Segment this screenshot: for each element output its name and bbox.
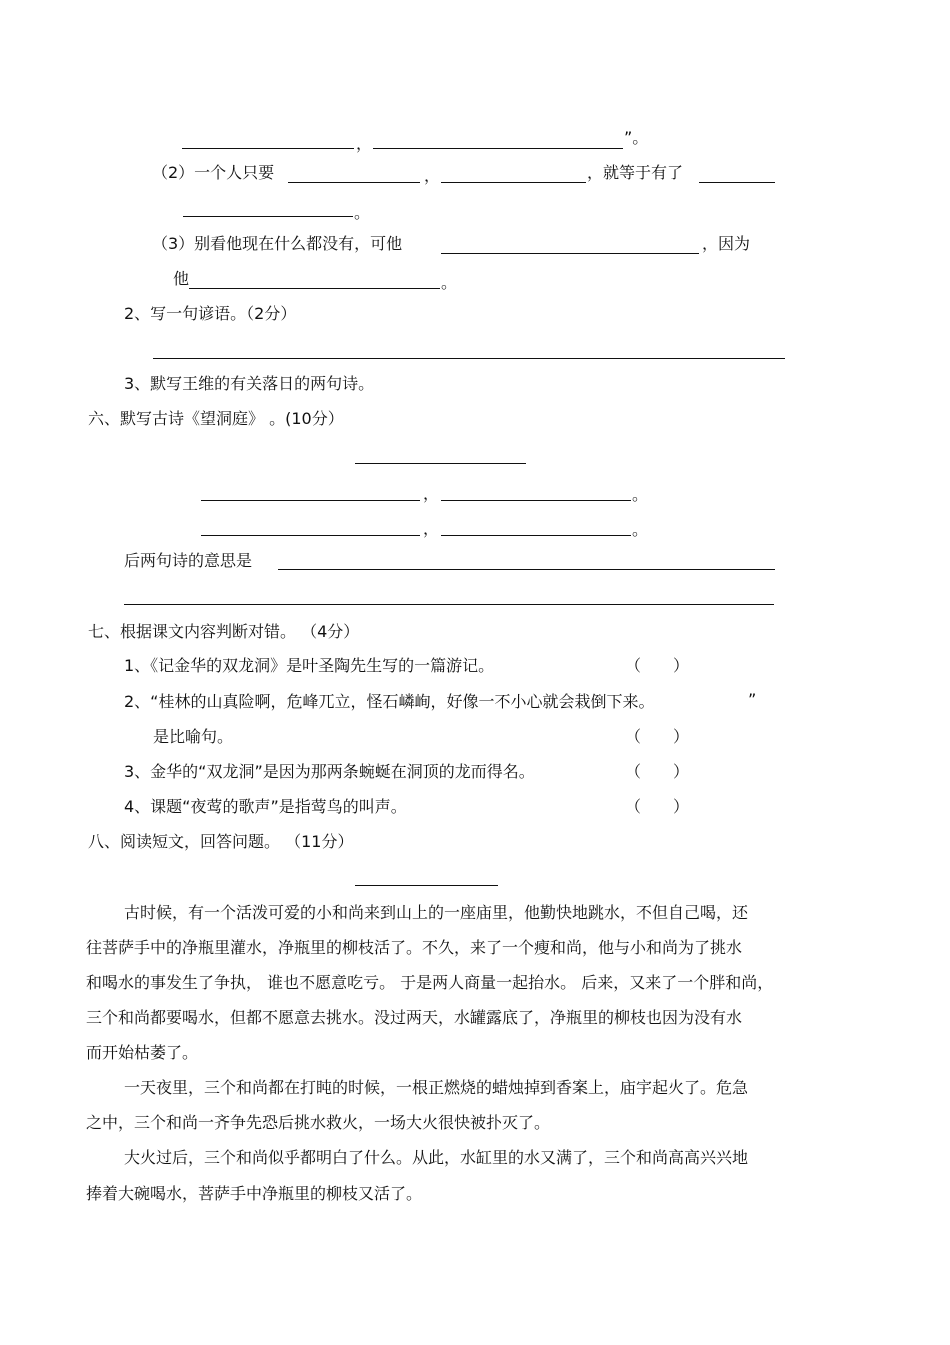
passage-line: 一天夜里，三个和尚都在打盹的时候，一根正燃烧的蜡烛掉到香案上，庙宇起火了。危急 bbox=[124, 1078, 749, 1097]
poem-line-blank[interactable] bbox=[201, 500, 420, 501]
judgement-item: 1、《记金华的双龙洞》是叶圣陶先生写的一篇游记。 bbox=[124, 656, 495, 675]
question-proverb: 2、写一句谚语。（2分） bbox=[124, 304, 297, 323]
section-7-heading: 七、根据课文内容判断对错。 （4分） bbox=[88, 622, 360, 641]
blank-line[interactable] bbox=[288, 182, 420, 183]
section-6-heading: 六、默写古诗《望洞庭》 。(10分） bbox=[88, 409, 344, 428]
answer-line[interactable] bbox=[153, 358, 785, 359]
judgement-item: 3、金华的“双龙洞”是因为那两条蜿蜒在洞顶的龙而得名。 bbox=[124, 762, 535, 781]
answer-line[interactable] bbox=[124, 604, 774, 605]
answer-bracket[interactable]: （ ） bbox=[625, 727, 690, 746]
passage-line: 之中，三个和尚一齐争先恐后挑水救火，一场大火很快被扑灭了。 bbox=[86, 1113, 551, 1132]
period: 。 bbox=[632, 485, 649, 504]
blank-line[interactable] bbox=[441, 253, 699, 254]
passage-line: 和喝水的事发生了争执， 谁也不愿意吃亏。 于是两人商量一起抬水。 后来，又来了一个胖和尚， bbox=[86, 973, 774, 992]
answer-bracket[interactable]: （ ） bbox=[625, 656, 690, 675]
section-8-heading: 八、阅读短文，回答问题。 （11分） bbox=[88, 832, 354, 851]
passage-line: 古时候，有一个活泼可爱的小和尚来到山上的一座庙里，他勤快地跳水，不但自己喝，还 bbox=[124, 903, 749, 922]
poem-line-blank[interactable] bbox=[441, 535, 631, 536]
blank-line[interactable] bbox=[189, 288, 440, 289]
blank-line[interactable] bbox=[441, 182, 586, 183]
judgement-item-cont: 是比喻句。 bbox=[153, 727, 234, 746]
passage-line: 三个和尚都要喝水，但都不愿意去挑水。没过两天，水罐露底了，净瓶里的柳枝也因为没有水 bbox=[86, 1008, 743, 1027]
poem-line-blank[interactable] bbox=[201, 535, 420, 536]
comma: ， bbox=[424, 166, 441, 185]
answer-bracket[interactable]: （ ） bbox=[625, 797, 690, 816]
question-2-mid: ，就等于有了 bbox=[587, 163, 684, 182]
question-3-line2-prefix: 他 bbox=[173, 269, 190, 288]
answer-bracket[interactable]: （ ） bbox=[625, 762, 690, 781]
blank-line[interactable] bbox=[373, 148, 623, 149]
period: 。 bbox=[632, 520, 649, 539]
blank-line[interactable] bbox=[699, 182, 775, 183]
poem-line-blank[interactable] bbox=[441, 500, 631, 501]
quote-end: ”。 bbox=[624, 128, 649, 147]
comma: ， bbox=[423, 484, 440, 503]
question-3-prefix: （3）别看他现在什么都没有，可他 bbox=[152, 234, 403, 253]
passage-line: 往菩萨手中的净瓶里灌水，净瓶里的柳枝活了。不久，来了一个瘦和尚，他与小和尚为了挑水 bbox=[86, 938, 743, 957]
quote-end: ” bbox=[748, 690, 757, 709]
period: 。 bbox=[354, 203, 371, 222]
passage-line: 捧着大碗喝水，菩萨手中净瓶里的柳枝又活了。 bbox=[86, 1184, 423, 1203]
blank-line[interactable] bbox=[183, 216, 353, 217]
blank-line[interactable] bbox=[182, 148, 354, 149]
meaning-label: 后两句诗的意思是 bbox=[124, 551, 253, 570]
poem-title-line[interactable] bbox=[355, 463, 526, 464]
question-poem: 3、默写王维的有关落日的两句诗。 bbox=[124, 374, 375, 393]
comma: ， bbox=[356, 134, 373, 153]
question-3-mid: ，因为 bbox=[702, 234, 751, 253]
passage-line: 而开始枯萎了。 bbox=[86, 1043, 199, 1062]
comma: ， bbox=[423, 519, 440, 538]
passage-title-line[interactable] bbox=[355, 885, 498, 886]
judgement-item: 4、课题“夜莺的歌声”是指莺鸟的叫声。 bbox=[124, 797, 407, 816]
question-2-prefix: （2）一个人只要 bbox=[152, 163, 275, 182]
period: 。 bbox=[441, 273, 458, 292]
answer-line[interactable] bbox=[278, 569, 775, 570]
judgement-item: 2、“桂林的山真险啊，危峰兀立，怪石嶙峋，好像一不小心就会栽倒下来。 bbox=[124, 692, 655, 711]
passage-line: 大火过后，三个和尚似乎都明白了什么。从此，水缸里的水又满了，三个和尚高高兴兴地 bbox=[124, 1148, 749, 1167]
